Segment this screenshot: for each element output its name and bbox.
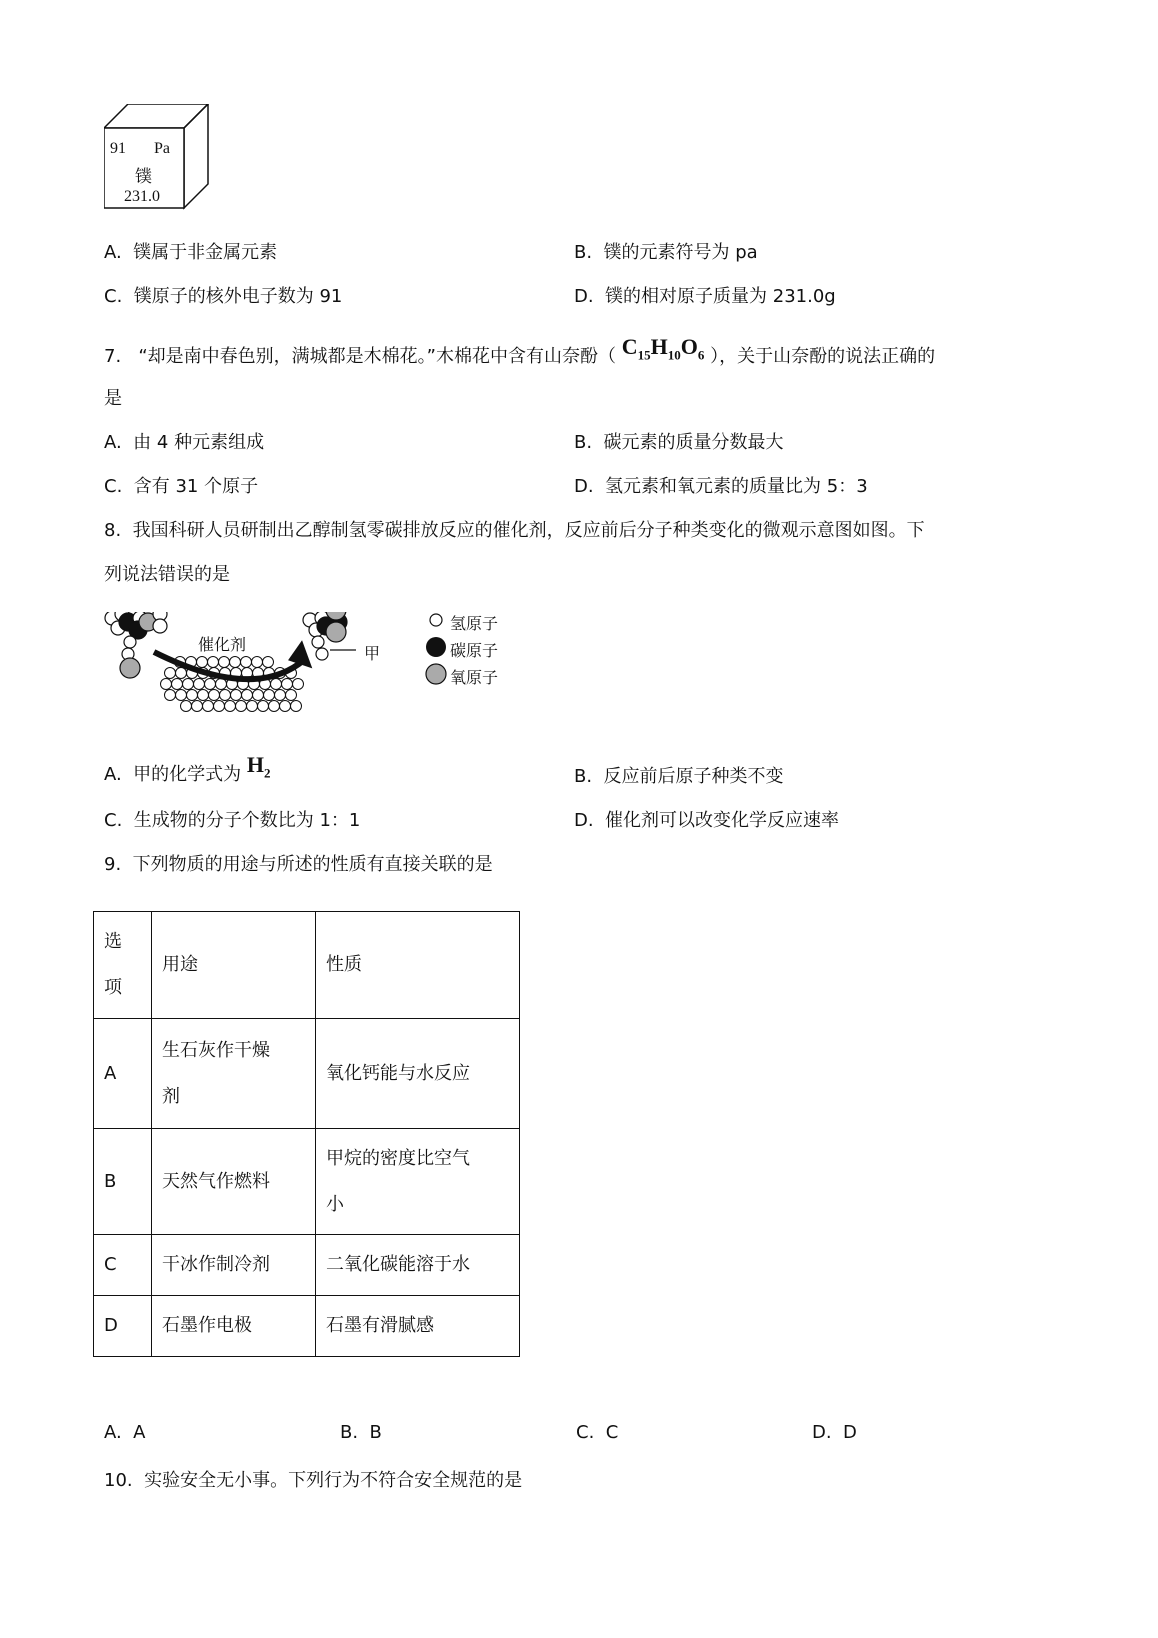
hydrogen-molecule	[312, 636, 328, 660]
table-cell-option: C	[94, 1235, 152, 1296]
table-cell-use: 干冰作制冷剂	[152, 1235, 316, 1296]
q7-stem: 7. “却是南中春色别，满城都是木棉花。”木棉花中含有山奈酚（ $C_{15}H_{10}O_6$ ），关于山奈酚的说法正确的	[104, 334, 936, 367]
catalyst-atom	[275, 690, 286, 701]
table-header-option: 选项	[94, 912, 152, 1019]
catalyst-atom	[176, 668, 187, 679]
table-cell-property: 石墨有滑腻感	[316, 1296, 520, 1357]
table-cell-use: 天然气作燃料	[152, 1129, 316, 1235]
properties-table	[93, 911, 520, 1357]
table-cell-use: 生石灰作干燥 剂	[152, 1019, 316, 1129]
catalyst-atom	[216, 679, 227, 690]
catalyst-atom	[220, 690, 231, 701]
catalyst-atom	[263, 657, 274, 668]
catalyst-atom	[181, 701, 192, 712]
water-molecule	[120, 636, 140, 678]
catalyst-atom	[197, 657, 208, 668]
legend-hydrogen-label: 氢原子	[450, 614, 499, 633]
q9-option-c[interactable]: C. C	[576, 1422, 619, 1443]
q8-stem: 8. 我国科研人员研制出乙醇制氢零碳排放反应的催化剂，反应前后分子种类变化的微观示意图如图。下	[104, 520, 925, 541]
tile-element-name: 镤	[135, 167, 152, 187]
table-header-property: 性质	[316, 912, 520, 1019]
table-cell-option: A	[94, 1019, 152, 1129]
catalyst-atom	[269, 701, 280, 712]
catalyst-atom	[264, 690, 275, 701]
catalyst-atom	[203, 701, 214, 712]
table-cell-use: 石墨作电极	[152, 1296, 316, 1357]
catalyst-atom	[247, 701, 258, 712]
catalyst-atom	[165, 668, 176, 679]
catalyst-atom	[209, 690, 220, 701]
catalyst-atom	[231, 690, 242, 701]
catalyst-atom	[242, 690, 253, 701]
q8-stem-line2: 列说法错误的是	[104, 564, 230, 585]
catalyst-atom	[282, 679, 293, 690]
catalyst-label: 催化剂	[198, 635, 247, 654]
q7-option-b[interactable]: B. 碳元素的质量分数最大	[574, 432, 784, 453]
catalyst-atom	[214, 701, 225, 712]
q10-stem: 10. 实验安全无小事。下列行为不符合安全规范的是	[104, 1470, 523, 1491]
q8-option-d[interactable]: D. 催化剂可以改变化学反应速率	[574, 810, 840, 831]
q7-option-a[interactable]: A. 由 4 种元素组成	[104, 432, 265, 453]
legend-hydrogen-icon	[430, 614, 442, 626]
catalyst-atom	[192, 701, 203, 712]
catalyst-atom	[194, 679, 205, 690]
product-molecule	[303, 612, 347, 642]
catalyst-atom	[236, 701, 247, 712]
q8-option-b[interactable]: B. 反应前后原子种类不变	[574, 766, 784, 787]
q9-option-b[interactable]: B. B	[340, 1422, 382, 1443]
table-row	[94, 1129, 520, 1235]
catalyst-atom	[187, 690, 198, 701]
catalyst-atom	[293, 679, 304, 690]
catalyst-atom	[183, 679, 194, 690]
q8-option-c[interactable]: C. 生成物的分子个数比为 1：1	[104, 810, 361, 831]
q9-option-a[interactable]: A. A	[104, 1422, 146, 1443]
catalyst-atom	[286, 690, 297, 701]
catalyst-atom	[258, 701, 269, 712]
catalyst-atom	[291, 701, 302, 712]
q8-option-a[interactable]: A. 甲的化学式为 $H_2$	[104, 752, 271, 785]
q8-h2-formula: $H_2$	[246, 752, 271, 781]
table-cell-option: B	[94, 1129, 152, 1235]
catalyst-atom	[241, 657, 252, 668]
catalyst-atom	[205, 679, 216, 690]
catalyst-atom	[176, 690, 187, 701]
q6-option-b[interactable]: B. 镤的元素符号为 pa	[574, 242, 758, 263]
q9-option-d[interactable]: D. D	[812, 1422, 857, 1443]
element-tile	[104, 104, 216, 212]
q6-option-d[interactable]: D. 镤的相对原子质量为 231.0g	[574, 286, 836, 307]
tile-atomic-mass: 231.0	[124, 188, 160, 205]
table-cell-option: D	[94, 1296, 152, 1357]
table-row	[94, 1296, 520, 1357]
table-cell-property: 甲烷的密度比空气 小	[316, 1129, 520, 1235]
legend-oxygen-icon	[426, 664, 446, 684]
legend-carbon-icon	[426, 637, 446, 657]
catalyst-atom	[161, 679, 172, 690]
q7-stem-line2: 是	[104, 388, 122, 409]
catalyst-atom	[230, 657, 241, 668]
catalyst-atom	[165, 690, 176, 701]
q7-formula: $C_{15}H_{10}O_6$	[621, 334, 705, 363]
legend-oxygen-label: 氧原子	[450, 668, 499, 687]
catalyst-atom	[280, 701, 291, 712]
product-label: 甲	[364, 644, 381, 663]
q7-option-c[interactable]: C. 含有 31 个原子	[104, 476, 259, 497]
catalyst-atom	[219, 657, 230, 668]
tile-symbol: Pa	[154, 140, 170, 157]
q6-option-a[interactable]: A. 镤属于非金属元素	[104, 242, 278, 263]
table-row	[94, 1235, 520, 1296]
catalyst-atom	[271, 679, 282, 690]
catalyst-atom	[253, 690, 264, 701]
table-cell-property: 氧化钙能与水反应	[316, 1019, 520, 1129]
q9-stem: 9. 下列物质的用途与所述的性质有直接关联的是	[104, 854, 493, 875]
table-row	[94, 1019, 520, 1129]
q7-option-d[interactable]: D. 氢元素和氧元素的质量比为 5：3	[574, 476, 868, 497]
tile-atomic-number: 91	[110, 140, 126, 157]
catalyst-atom	[208, 657, 219, 668]
table-header-use: 用途	[152, 912, 316, 1019]
catalyst-atom	[172, 679, 183, 690]
q6-option-c[interactable]: C. 镤原子的核外电子数为 91	[104, 286, 343, 307]
table-header-row	[94, 912, 520, 1019]
table-cell-property: 二氧化碳能溶于水	[316, 1235, 520, 1296]
legend-carbon-label: 碳原子	[450, 641, 499, 660]
catalyst-atom	[198, 690, 209, 701]
catalyst-atom	[225, 701, 236, 712]
reactant-molecule	[105, 612, 167, 639]
catalyst-atom	[252, 657, 263, 668]
